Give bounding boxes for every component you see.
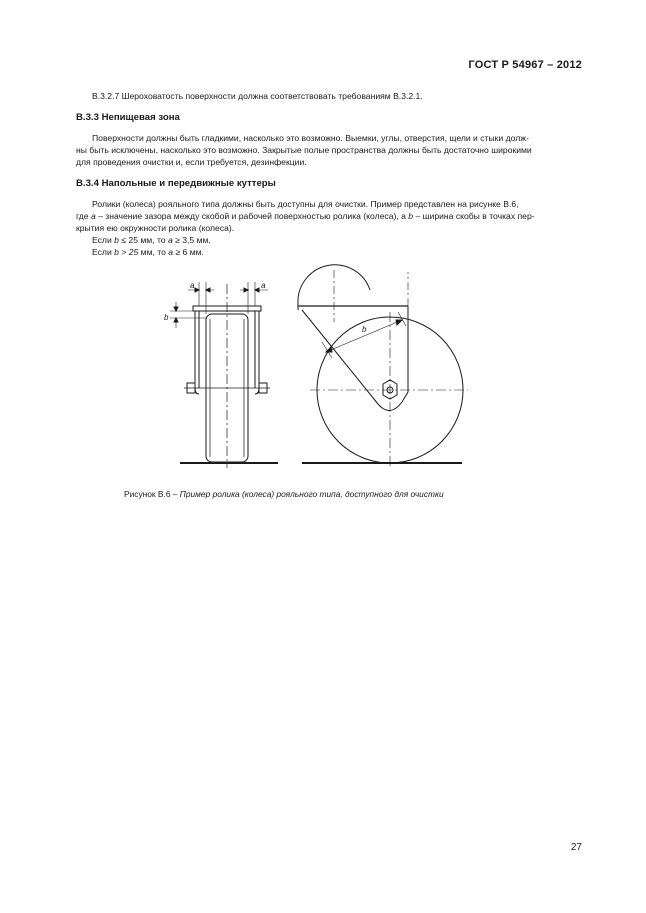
label-a-left: a [190,281,195,290]
paragraph-b33-line3: для проведения очистки и, если требуется, дезинфекции. [76,157,307,167]
paragraph-b33-line1: Поверхности должны быть гладкими, насколько это возможно. Выемки, углы, отверстия, щели и стыки долж- [92,133,529,143]
text-fragment: ≤ 25 мм, то [118,235,168,245]
label-b-front: b [164,313,169,322]
text-fragment: Если [92,235,115,245]
text-fragment: где [76,211,91,221]
document-header: ГОСТ Р 54967 – 2012 [468,59,582,71]
variable-a: a [167,235,173,245]
text-fragment: ≥ 3,5 мм. [172,235,211,245]
variable-a: a [168,247,174,257]
text-fragment: – ширина скобы в точках пер- [413,211,535,221]
heading-b33: В.3.3 Непищевая зона [76,112,180,123]
caption-title: Пример ролика (колеса) рояльного типа, доступного для очистки [179,489,444,499]
figure-caption [124,489,444,499]
condition-2 [92,247,204,258]
variable-b: b [408,211,414,221]
variable-b: b [114,235,119,245]
variable-a: a [90,211,96,221]
paragraph-b327: В.3.2.7 Шероховатость поверхности должна соответствовать требованиям В.3.2.1. [92,91,423,101]
page-number: 27 [570,842,582,853]
side-view [298,265,468,468]
text-fragment: ≥ 6 мм. [173,247,204,257]
text-fragment: Если [92,247,115,257]
condition-1 [92,235,211,246]
caption-prefix: Рисунок В.6 – [124,489,180,499]
label-a-right: a [261,281,266,290]
heading-b34: В.3.4 Напольные и передвижные куттеры [76,178,276,189]
paragraph-b34-line1: Ролики (колеса) рояльного типа должны быть доступны для очистки. Пример представлен на рисунке В.6, [92,199,519,209]
paragraph-b34-line3: крытия ею окружности ролика (колеса). [76,223,235,233]
front-view [170,282,278,468]
variable-b: b > 25 [114,247,139,257]
paragraph-b33-line2: ны быть исключены, насколько это возможно. Закрытые полые пространства должны быть достаточно широкими [76,145,532,155]
text-fragment: мм, то [138,247,169,257]
paragraph-b34-line2 [76,211,535,222]
castor-wheel-drawing [150,262,490,474]
label-b-side: b [362,325,367,334]
text-fragment: – значение зазора между скобой и рабочей поверхностью ролика (колеса), а [95,211,409,221]
